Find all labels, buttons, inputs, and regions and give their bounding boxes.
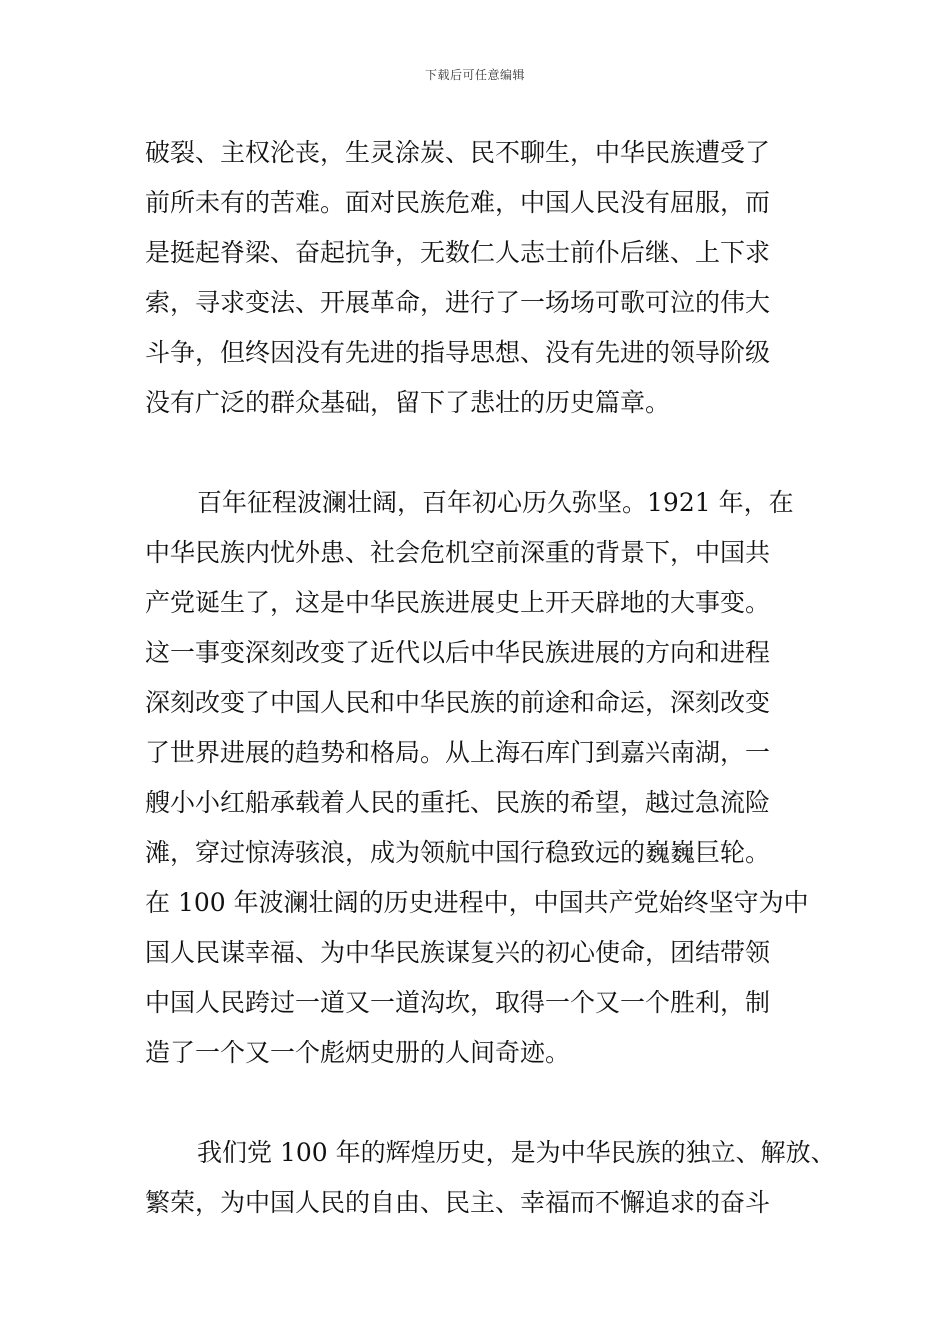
text-line: 没有广泛的群众基础，留下了悲壮的历史篇章。 bbox=[145, 388, 671, 417]
text-line: 了世界进展的趋势和格局。从上海石库门到嘉兴南湖，一 bbox=[145, 738, 771, 767]
text-line: 产党诞生了，这是中华民族进展史上开天辟地的大事变。 bbox=[145, 588, 771, 617]
text-line: 索，寻求变法、开展革命，进行了一场场可歌可泣的伟大 bbox=[145, 288, 771, 317]
paragraph-gap bbox=[145, 1078, 815, 1128]
text-line: 在 100 年波澜壮阔的历史进程中，中国共产党始终坚守为中 bbox=[145, 888, 809, 917]
page-header: 下载后可任意编辑 bbox=[424, 68, 525, 82]
document-body bbox=[145, 128, 836, 1228]
text-line: 滩，穿过惊涛骇浪，成为领航中国行稳致远的巍巍巨轮。 bbox=[145, 838, 771, 867]
text-line: 是挺起脊梁、奋起抗争，无数仁人志士前仆后继、上下求 bbox=[145, 238, 771, 267]
text-line: 国人民谋幸福、为中华民族谋复兴的初心使命，团结带领 bbox=[145, 938, 771, 967]
text-line: 中国人民跨过一道又一道沟坎，取得一个又一个胜利，制 bbox=[145, 988, 771, 1017]
text-line: 破裂、主权沦丧，生灵涂炭、民不聊生，中华民族遭受了 bbox=[145, 138, 771, 167]
paragraph-3 bbox=[145, 1128, 836, 1228]
text-line: 深刻改变了中国人民和中华民族的前途和命运，深刻改变 bbox=[145, 688, 771, 717]
text-line: 百年征程波澜壮阔，百年初心历久弥坚。1921 年，在 bbox=[197, 488, 794, 517]
text-line: 造了一个又一个彪炳史册的人间奇迹。 bbox=[145, 1038, 571, 1067]
text-line: 前所未有的苦难。面对民族危难，中国人民没有屈服，而 bbox=[145, 188, 771, 217]
paragraph-2 bbox=[145, 478, 815, 1078]
text-line: 我们党 100 年的辉煌历史，是为中华民族的独立、解放、 bbox=[197, 1138, 836, 1167]
text-line: 斗争，但终因没有先进的指导思想、没有先进的领导阶级 bbox=[145, 338, 771, 367]
text-line: 中华民族内忧外患、社会危机空前深重的背景下，中国共 bbox=[145, 538, 771, 567]
text-line: 繁荣，为中国人民的自由、民主、幸福而不懈追求的奋斗 bbox=[145, 1188, 771, 1217]
paragraph-gap bbox=[145, 428, 815, 478]
text-line: 艘小小红船承载着人民的重托、民族的希望，越过急流险 bbox=[145, 788, 771, 817]
paragraph-1 bbox=[145, 128, 815, 428]
text-line: 这一事变深刻改变了近代以后中华民族进展的方向和进程 bbox=[145, 638, 771, 667]
